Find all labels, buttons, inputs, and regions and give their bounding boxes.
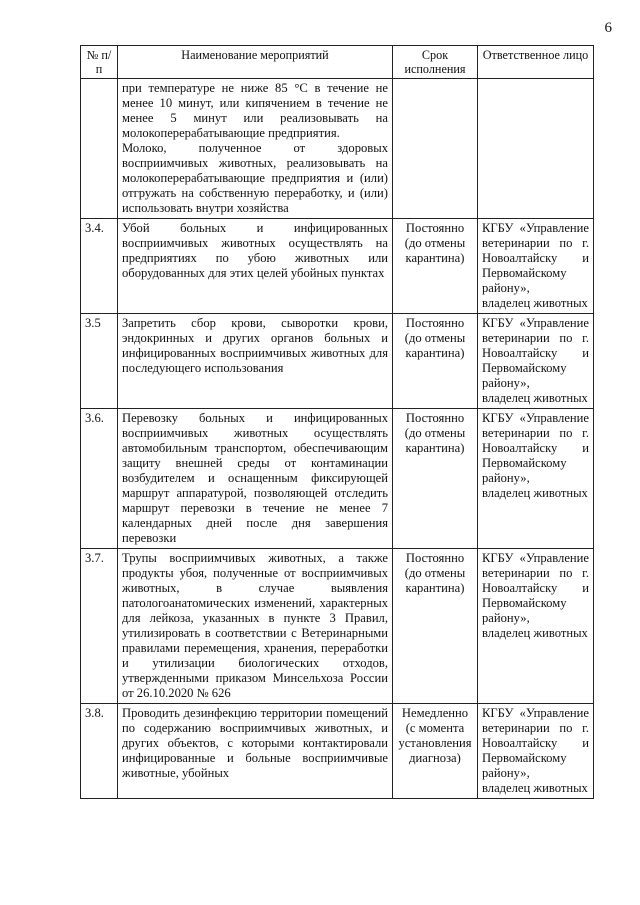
page-number: 6: [604, 20, 612, 36]
header-responsible: Ответственное лицо: [478, 46, 594, 79]
responsible-line: владелец животных: [482, 626, 588, 640]
table-row: [81, 704, 594, 799]
measure-text: [118, 704, 393, 799]
responsible-line: владелец животных: [482, 391, 588, 405]
measure-paragraph: Молоко, полученное от здоровых восприимчивых животных, реализовывать на молокоперерабатывающие предприятия и (или) отгружать на собственную переработку, и (или) использовать внутри хозяйства: [122, 141, 388, 215]
responsible-person: [478, 704, 594, 799]
responsible-person: [478, 79, 594, 219]
measure-term: [393, 79, 478, 219]
measure-term: Немедленно (с момента установления диагноза): [393, 704, 478, 799]
measures-table: [80, 45, 594, 799]
row-number: [81, 79, 118, 219]
responsible-line: КГБУ «Управление ветеринарии по г. Новоалтайску и Первомайскому району»,: [482, 551, 589, 625]
responsible-line: КГБУ «Управление ветеринарии по г. Новоалтайску и Первомайскому району»,: [482, 316, 589, 390]
table-header-row: [81, 46, 594, 79]
measure-term: Постоянно (до отмены карантина): [393, 409, 478, 549]
responsible-person: [478, 314, 594, 409]
table-row: [81, 314, 594, 409]
row-number: 3.8.: [81, 704, 118, 799]
measure-text: [118, 219, 393, 314]
measure-paragraph: Запретить сбор крови, сыворотки крови, эндокринных и других органов больных и инфицированных восприимчивых животных для последующего использования: [122, 316, 388, 375]
table-row: [81, 219, 594, 314]
row-number: 3.5: [81, 314, 118, 409]
measure-text: [118, 549, 393, 704]
measure-paragraph: Трупы восприимчивых животных, а также продукты убоя, полученные от восприимчивых животных, в случае выявления патологоанатомических изменений, характерных для лейкоза, указанных в пункте 3 Правил, утилизировать в соответствии с Ветеринарными правилами перемещения, хранения, переработки и утилизации биологических отходов, утвержденными приказом Минсельхоза России от 26.10.2020 № 626: [122, 551, 388, 700]
measure-paragraph: при температуре не ниже 85 °С в течение не менее 10 минут, или кипячением в течение не менее 5 минут или реализовывать на молокоперерабатывающие предприятия.: [122, 81, 388, 140]
measure-paragraph: Перевозку больных и инфицированных восприимчивых животных осуществлять автомобильным транспортом, обеспечивающим защиту внешней среды от контаминации возбудителем и оснащенным фиксирующей маршрут аппаратурой, позволяющей отследить маршрут перевозки в течение не менее 7 календарных дней после дня завершения перевозки: [122, 411, 388, 545]
responsible-line: КГБУ «Управление ветеринарии по г. Новоалтайску и Первомайскому району»,: [482, 221, 589, 295]
responsible-line: владелец животных: [482, 781, 588, 795]
measure-text: [118, 79, 393, 219]
header-name: Наименование мероприятий: [118, 46, 393, 79]
responsible-line: КГБУ «Управление ветеринарии по г. Новоалтайску и Первомайскому району»,: [482, 411, 589, 485]
responsible-person: [478, 549, 594, 704]
table-row: [81, 79, 594, 219]
measure-text: [118, 409, 393, 549]
measure-term: Постоянно (до отмены карантина): [393, 219, 478, 314]
header-num: № п/п: [81, 46, 118, 79]
row-number: 3.7.: [81, 549, 118, 704]
measure-paragraph: Убой больных и инфицированных восприимчивых животных осуществлять на предприятиях по убою животных или оборудованных для этих целей убойных пунктах: [122, 221, 388, 280]
table-row: [81, 409, 594, 549]
row-number: 3.6.: [81, 409, 118, 549]
row-number: 3.4.: [81, 219, 118, 314]
measure-term: Постоянно (до отмены карантина): [393, 314, 478, 409]
responsible-person: [478, 409, 594, 549]
responsible-line: владелец животных: [482, 486, 588, 500]
measure-paragraph: Проводить дезинфекцию территории помещений по содержанию восприимчивых животных, и других объектов, с которыми контактировали инфицированные и больные восприимчивые животные, убойных: [122, 706, 388, 780]
measure-text: [118, 314, 393, 409]
responsible-person: [478, 219, 594, 314]
responsible-line: владелец животных: [482, 296, 588, 310]
table-body: [81, 79, 594, 799]
measure-term: Постоянно (до отмены карантина): [393, 549, 478, 704]
responsible-line: КГБУ «Управление ветеринарии по г. Новоалтайску и Первомайскому району»,: [482, 706, 589, 780]
header-term: Срок исполнения: [393, 46, 478, 79]
table-row: [81, 549, 594, 704]
